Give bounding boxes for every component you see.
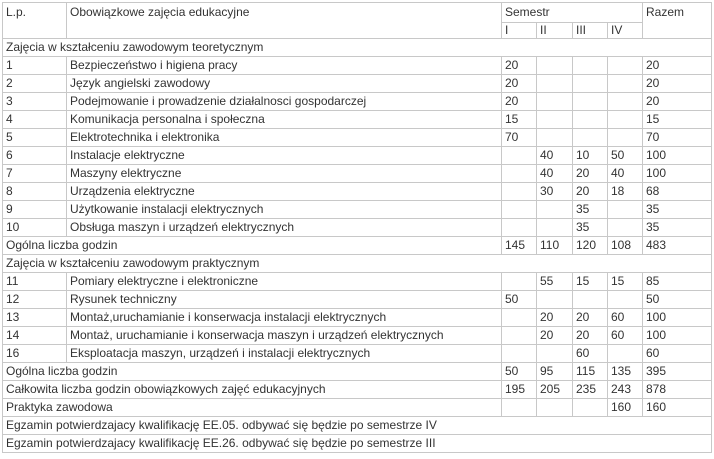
row-semester-3: 20	[573, 309, 608, 327]
row-semester-2: 40	[537, 165, 573, 183]
table-row	[3, 291, 712, 309]
row-total: 68	[643, 183, 712, 201]
summary-semester-2	[537, 399, 573, 417]
row-semester-3	[573, 75, 608, 93]
table-row	[3, 147, 712, 165]
row-semester-2: 40	[537, 147, 573, 165]
summary-label: Ogólna liczba godzin	[3, 237, 502, 255]
row-semester-3: 20	[573, 327, 608, 345]
row-semester-1: 15	[502, 111, 537, 129]
summary-semester-4: 243	[608, 381, 643, 399]
header-razem: Razem	[643, 3, 712, 39]
summary-semester-3: 235	[573, 381, 608, 399]
row-semester-3: 35	[573, 201, 608, 219]
row-semester-1	[502, 147, 537, 165]
table-row	[3, 183, 712, 201]
row-semester-2	[537, 57, 573, 75]
row-semester-1: 70	[502, 129, 537, 147]
row-total: 100	[643, 165, 712, 183]
row-total: 20	[643, 57, 712, 75]
summary-total: 878	[643, 381, 712, 399]
row-lp: 8	[3, 183, 67, 201]
row-lp: 10	[3, 219, 67, 237]
row-semester-1	[502, 165, 537, 183]
table-row	[3, 165, 712, 183]
row-semester-2	[537, 291, 573, 309]
row-subject: Obsługa maszyn i urządzeń elektrycznych	[67, 219, 502, 237]
table-row	[3, 219, 712, 237]
row-semester-4	[608, 57, 643, 75]
summary-label: Całkowita liczba godzin obowiązkowych zajęć edukacyjnych	[3, 381, 502, 399]
row-semester-1	[502, 327, 537, 345]
row-semester-3: 20	[573, 183, 608, 201]
row-subject: Eksploatacja maszyn, urządzeń i instalacji elektrycznych	[67, 345, 502, 363]
row-semester-4: 18	[608, 183, 643, 201]
header-semester-4: IV	[608, 23, 643, 39]
row-total: 100	[643, 327, 712, 345]
summary-semester-2: 95	[537, 363, 573, 381]
summary-row	[3, 399, 712, 417]
row-semester-2	[537, 75, 573, 93]
section-row	[3, 255, 712, 273]
row-semester-4	[608, 291, 643, 309]
row-total: 20	[643, 93, 712, 111]
table-row	[3, 273, 712, 291]
row-semester-2: 20	[537, 327, 573, 345]
row-semester-4	[608, 75, 643, 93]
header-semester-1: I	[502, 23, 537, 39]
row-semester-3: 60	[573, 345, 608, 363]
section-title: Zajęcia w kształceniu zawodowym praktycznym	[3, 255, 712, 273]
summary-semester-4: 135	[608, 363, 643, 381]
row-total: 70	[643, 129, 712, 147]
header-semester-3: III	[573, 23, 608, 39]
row-semester-4: 60	[608, 309, 643, 327]
row-semester-4: 50	[608, 147, 643, 165]
summary-semester-1: 195	[502, 381, 537, 399]
row-semester-4	[608, 345, 643, 363]
row-semester-2	[537, 129, 573, 147]
row-subject: Użytkowanie instalacji elektrycznych	[67, 201, 502, 219]
row-subject: Komunikacja personalna i społeczna	[67, 111, 502, 129]
row-semester-1	[502, 273, 537, 291]
row-subject: Rysunek techniczny	[67, 291, 502, 309]
row-semester-1: 20	[502, 93, 537, 111]
row-semester-2: 55	[537, 273, 573, 291]
table-row	[3, 129, 712, 147]
row-semester-1	[502, 201, 537, 219]
row-semester-1	[502, 309, 537, 327]
row-semester-3: 20	[573, 165, 608, 183]
row-semester-1	[502, 183, 537, 201]
row-total: 100	[643, 309, 712, 327]
row-semester-3: 15	[573, 273, 608, 291]
row-semester-2	[537, 93, 573, 111]
table-row	[3, 327, 712, 345]
row-lp: 12	[3, 291, 67, 309]
summary-row	[3, 363, 712, 381]
table-row	[3, 309, 712, 327]
row-lp: 6	[3, 147, 67, 165]
header-row	[3, 3, 712, 23]
exam-note-row	[3, 417, 712, 435]
row-lp: 2	[3, 75, 67, 93]
row-lp: 5	[3, 129, 67, 147]
header-lp: L.p.	[3, 3, 67, 39]
row-lp: 16	[3, 345, 67, 363]
row-lp: 3	[3, 93, 67, 111]
row-subject: Instalacje elektryczne	[67, 147, 502, 165]
summary-total: 395	[643, 363, 712, 381]
row-semester-4: 60	[608, 327, 643, 345]
row-total: 15	[643, 111, 712, 129]
table-row	[3, 201, 712, 219]
row-semester-4: 15	[608, 273, 643, 291]
row-semester-3	[573, 93, 608, 111]
exam-note-row	[3, 435, 712, 453]
row-subject: Pomiary elektryczne i elektroniczne	[67, 273, 502, 291]
section-title: Zajęcia w kształceniu zawodowym teoretycznym	[3, 39, 712, 57]
summary-semester-3: 120	[573, 237, 608, 255]
table-row	[3, 57, 712, 75]
row-subject: Montaż, uruchamianie i konserwacja maszyn i urządzeń elektrycznych	[67, 327, 502, 345]
curriculum-table	[2, 2, 712, 453]
row-total: 60	[643, 345, 712, 363]
table-row	[3, 75, 712, 93]
row-subject: Podejmowanie i prowadzenie działalnosci gospodarczej	[67, 93, 502, 111]
table-row	[3, 345, 712, 363]
row-subject: Elektrotechnika i elektronika	[67, 129, 502, 147]
row-subject: Bezpieczeństwo i higiena pracy	[67, 57, 502, 75]
row-semester-1: 50	[502, 291, 537, 309]
header-semester-2: II	[537, 23, 573, 39]
section-row	[3, 39, 712, 57]
row-subject: Urządzenia elektryczne	[67, 183, 502, 201]
row-total: 35	[643, 219, 712, 237]
summary-semester-1: 145	[502, 237, 537, 255]
row-lp: 1	[3, 57, 67, 75]
row-lp: 13	[3, 309, 67, 327]
row-lp: 11	[3, 273, 67, 291]
summary-semester-2: 205	[537, 381, 573, 399]
header-semestr: Semestr	[502, 3, 643, 23]
row-subject: Język angielski zawodowy	[67, 75, 502, 93]
row-semester-4	[608, 219, 643, 237]
row-semester-2	[537, 219, 573, 237]
row-semester-3: 35	[573, 219, 608, 237]
row-semester-4	[608, 201, 643, 219]
row-total: 20	[643, 75, 712, 93]
row-semester-4: 40	[608, 165, 643, 183]
summary-label: Ogólna liczba godzin	[3, 363, 502, 381]
row-lp: 4	[3, 111, 67, 129]
row-semester-1	[502, 345, 537, 363]
row-semester-4	[608, 93, 643, 111]
row-semester-4	[608, 129, 643, 147]
row-semester-2: 20	[537, 309, 573, 327]
row-semester-3	[573, 111, 608, 129]
summary-row	[3, 237, 712, 255]
row-lp: 9	[3, 201, 67, 219]
table-row	[3, 111, 712, 129]
row-semester-3	[573, 129, 608, 147]
summary-semester-1: 50	[502, 363, 537, 381]
summary-semester-3	[573, 399, 608, 417]
row-subject: Montaż,uruchamianie i konserwacja instalacji elektrycznych	[67, 309, 502, 327]
summary-semester-3: 115	[573, 363, 608, 381]
row-semester-1	[502, 219, 537, 237]
row-lp: 7	[3, 165, 67, 183]
row-total: 100	[643, 147, 712, 165]
row-semester-1: 20	[502, 57, 537, 75]
table-body	[3, 3, 712, 453]
row-semester-2	[537, 111, 573, 129]
summary-row	[3, 381, 712, 399]
row-semester-4	[608, 111, 643, 129]
summary-semester-4: 108	[608, 237, 643, 255]
summary-semester-4: 160	[608, 399, 643, 417]
summary-total: 483	[643, 237, 712, 255]
row-semester-2	[537, 345, 573, 363]
summary-semester-2: 110	[537, 237, 573, 255]
exam-note: Egzamin potwierdzajacy kwalifikację EE.05. odbywać się będzie po semestrze IV	[3, 417, 712, 435]
summary-semester-1	[502, 399, 537, 417]
header-subject: Obowiązkowe zajęcia edukacyjne	[67, 3, 502, 39]
row-total: 35	[643, 201, 712, 219]
row-semester-2	[537, 201, 573, 219]
exam-note: Egzamin potwierdzajacy kwalifikację EE.26. odbywać się będzie po semestrze III	[3, 435, 712, 453]
summary-total: 160	[643, 399, 712, 417]
summary-label: Praktyka zawodowa	[3, 399, 502, 417]
row-lp: 14	[3, 327, 67, 345]
table-row	[3, 93, 712, 111]
row-total: 85	[643, 273, 712, 291]
row-total: 50	[643, 291, 712, 309]
row-semester-1: 20	[502, 75, 537, 93]
row-semester-3	[573, 57, 608, 75]
row-semester-3: 10	[573, 147, 608, 165]
row-semester-2: 30	[537, 183, 573, 201]
row-semester-3	[573, 291, 608, 309]
row-subject: Maszyny elektryczne	[67, 165, 502, 183]
